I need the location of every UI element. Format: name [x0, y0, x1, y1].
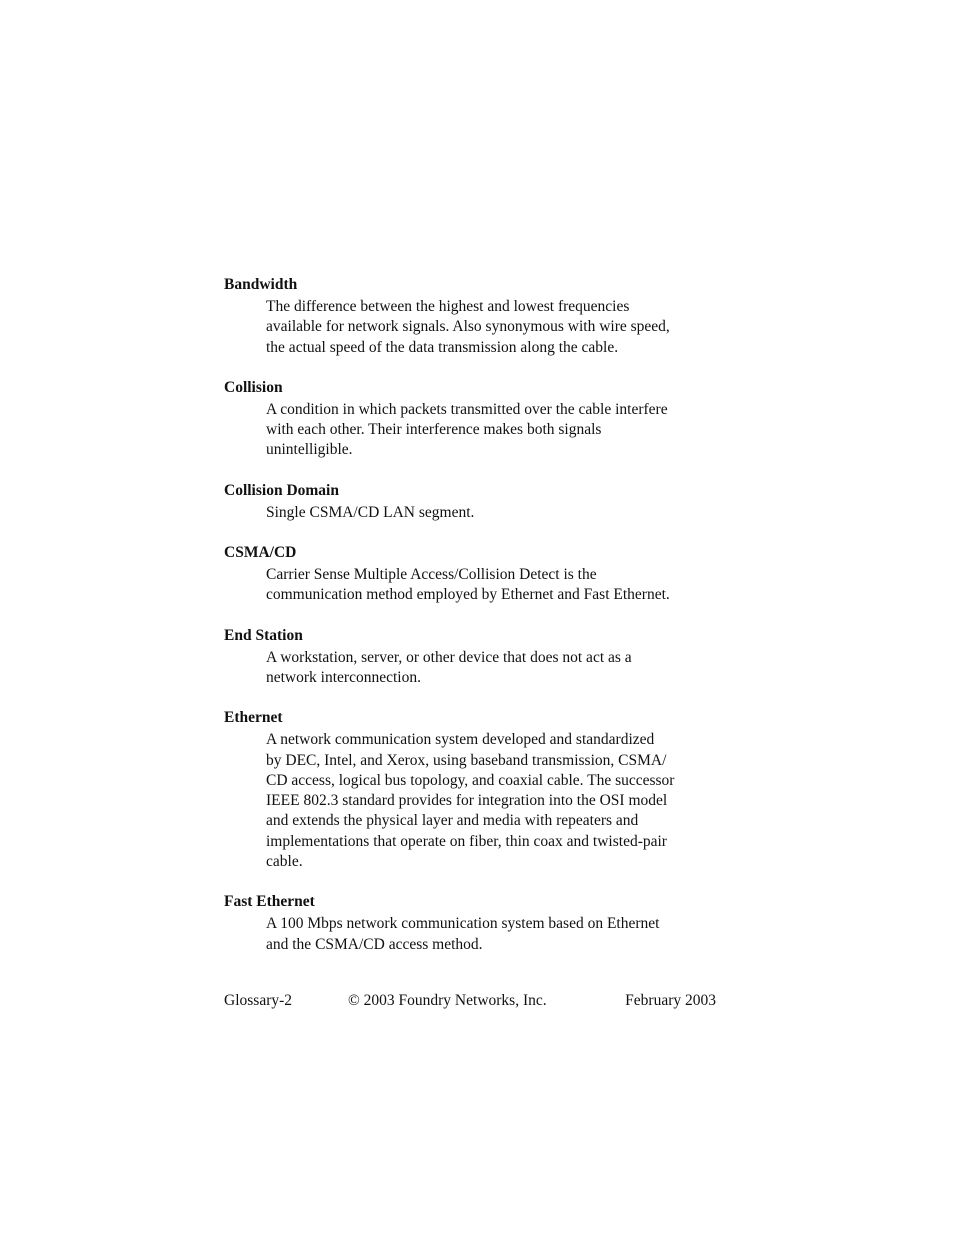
- page-footer: [224, 990, 716, 1012]
- glossary-entry-collision-domain: [224, 481, 724, 523]
- glossary-term: Collision: [224, 378, 283, 396]
- glossary-definition: A workstation, server, or other device that does not act as a network interconnection.: [266, 648, 632, 686]
- glossary-definition: A condition in which packets transmitted over the cable interfere with each other. Their interference makes both signals unintelligible.: [266, 400, 668, 459]
- glossary-definition: Single CSMA/CD LAN segment.: [266, 503, 475, 521]
- glossary-term: Collision Domain: [224, 481, 339, 499]
- glossary-entry-fast-ethernet: [224, 892, 724, 955]
- glossary-term: Ethernet: [224, 709, 283, 727]
- glossary-entry-end-station: [224, 626, 724, 689]
- glossary-term: End Station: [224, 626, 303, 644]
- glossary-entry-collision: [224, 378, 724, 461]
- footer-page-number: Glossary-2: [224, 992, 293, 1009]
- footer-date: February 2003: [625, 992, 716, 1009]
- glossary-entry-bandwidth: [224, 275, 724, 358]
- glossary-definition: The difference between the highest and lowest frequencies available for network signals. Also synonymous with wire speed, the actual speed of the data transmission along the cable.: [266, 298, 670, 356]
- glossary-list: [224, 275, 724, 975]
- glossary-entry-csma-cd: [224, 543, 724, 606]
- glossary-definition: A 100 Mbps network communication system based on Ethernet and the CSMA/CD access method.: [266, 915, 660, 953]
- glossary-definition: Carrier Sense Multiple Access/Collision Detect is the communication method employed by Ethernet and Fast Ethernet.: [266, 566, 670, 604]
- glossary-entry-ethernet: [224, 708, 724, 872]
- glossary-term: Fast Ethernet: [224, 893, 315, 911]
- glossary-term: CSMA/CD: [224, 544, 297, 562]
- glossary-definition: A network communication system developed and standardized by DEC, Intel, and Xerox, using baseband transmission, CSMA/ CD access, logical bus topology, and coaxial cable. The successor IEEE 802.3 standard provides for integration into the OSI model and extends the physical layer and media with repeaters and implementations that operate on fiber, thin coax and twisted-pair cable.: [266, 731, 675, 871]
- footer-copyright: © 2003 Foundry Networks, Inc.: [348, 992, 547, 1009]
- glossary-term: Bandwidth: [224, 276, 298, 293]
